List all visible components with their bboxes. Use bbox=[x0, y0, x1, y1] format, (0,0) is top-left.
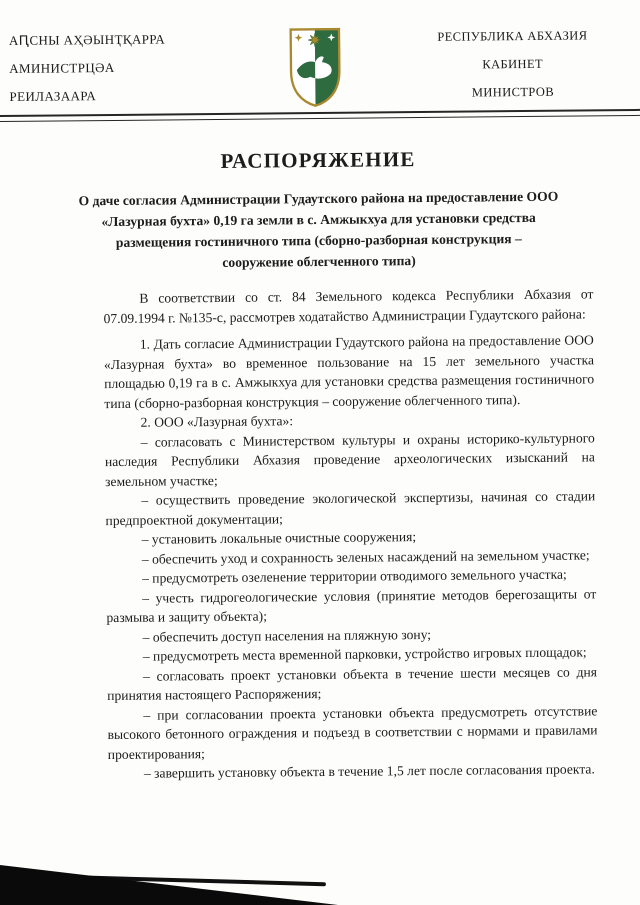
letterhead-line: РЕИЛАЗААРА bbox=[9, 88, 97, 104]
body-paragraph: В соответствии со ст. 84 Земельного кодекса Республики Абхазия от 07.09.1994 г. №135-с, рассмотрев ходатайство Администрации Гудаутского района: bbox=[103, 286, 594, 326]
body-paragraph: – предусмотреть озеленение территории отводимого земельного участка; bbox=[141, 566, 567, 586]
body-paragraph: – осуществить проведение экологической экспертизы, начиная со стадии предпроектной документации; bbox=[105, 488, 596, 528]
letterhead-line: КАБИНЕТ bbox=[482, 56, 544, 72]
letterhead-line: РЕСПУБЛИКА АБХАЗИЯ bbox=[437, 28, 588, 44]
body-paragraph: 2. ООО «Лазурная бухта»: bbox=[140, 413, 294, 430]
body-paragraph: – обеспечить уход и сохранность зеленых насаждений на земельном участке; bbox=[141, 546, 590, 567]
body-paragraph: – обеспечить доступ населения на пляжную зону; bbox=[142, 626, 432, 645]
letterhead-abkhazian bbox=[9, 25, 220, 111]
letterhead-russian bbox=[410, 21, 616, 107]
body-paragraph: – согласовать с Министерством культуры и охраны историко-культурного наследия Республики Абхазия проведение археологических изысканий на земельном участке; bbox=[104, 429, 595, 489]
letterhead-line: АМИНИСТРЦӘА bbox=[9, 59, 115, 76]
abkhazia-coat-of-arms-icon bbox=[285, 25, 344, 110]
body-paragraph: – установить локальные очистные сооружения; bbox=[141, 529, 417, 547]
letterhead-line: МИНИСТРОВ bbox=[471, 84, 555, 100]
body-paragraph: – завершить установку объекта в течение 1,5 лет после согласования проекта. bbox=[143, 761, 595, 781]
document-subject: О даче согласия Администрации Гудаутского района на предоставление ООО «Лазурная бухта» 0,19 га земли в с. Амжыкхуа для установки средства размещения гостиничного типа (сборно-разборная конструкция – сооружение облегченного типа) bbox=[78, 188, 559, 270]
letterhead bbox=[0, 0, 638, 112]
body-paragraph: – учесть гидрогеологические условия (принятие методов берегозащиты от размыва и защиту объекта); bbox=[106, 585, 597, 626]
document-body bbox=[103, 284, 598, 783]
scan-artifact-corner bbox=[0, 865, 338, 905]
body-paragraph: – при согласовании проекта установки объекта предусмотреть отсутствие высокого бетонного ограждения и подъезд в соответствии с нормами и правилами проектирования; bbox=[107, 702, 598, 762]
document-title: РАСПОРЯЖЕНИЕ bbox=[220, 147, 416, 173]
body-paragraph: – согласовать проект установки объекта в течение шести месяцев со дня принятия настоящего Распоряжения; bbox=[107, 663, 598, 704]
body-paragraph: 1. Дать согласие Администрации Гудаутского района на предоставление ООО «Лазурная бухта» во временное пользование на 15 лет земельного участка площадью 0,19 га в с. Амжыкхуа для установки средства размещения гостиничного типа (сборно-разборная конструкция – сооружение облегченного типа). bbox=[103, 332, 595, 411]
letterhead-line: АԤСНЫ АҲӘЫНҬҚАРРА bbox=[8, 31, 166, 48]
body-paragraph: – предусмотреть места временной парковки, устройство игровых площадок; bbox=[142, 644, 587, 664]
